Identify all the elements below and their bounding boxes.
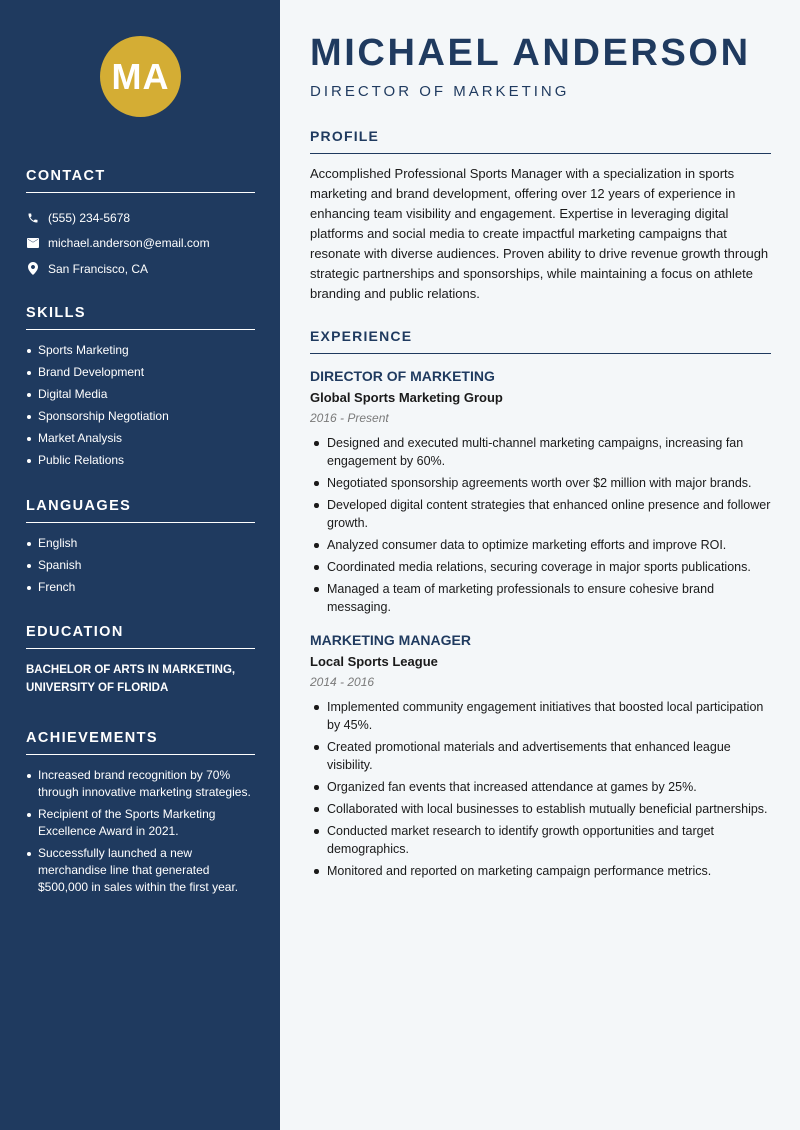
languages-heading: LANGUAGES (26, 498, 255, 523)
contact-section (26, 168, 255, 282)
job-bullet: Conducted market research to identify growth opportunities and target demographics. (310, 822, 771, 858)
skills-list (26, 342, 255, 469)
skill-item: Public Relations (26, 452, 255, 469)
skills-section (26, 305, 255, 474)
job-company: Local Sports League (310, 654, 438, 669)
email-text: michael.anderson@email.com (48, 236, 210, 251)
languages-list (26, 535, 255, 596)
phone-icon (26, 211, 40, 225)
experience-heading: EXPERIENCE (310, 328, 771, 354)
job-dates: 2016 - Present (310, 411, 389, 425)
achievement-item: Recipient of the Sports Marketing Excellence Award in 2021. (26, 806, 255, 840)
profile-heading: PROFILE (310, 128, 771, 154)
job-dates: 2014 - 2016 (310, 675, 375, 689)
job-bullet: Monitored and reported on marketing campaign performance metrics. (310, 862, 771, 880)
profile-section (310, 128, 771, 304)
languages-section (26, 498, 255, 601)
phone-text: (555) 234-5678 (48, 210, 131, 225)
education-heading: EDUCATION (26, 624, 255, 649)
job-bullet: Designed and executed multi-channel marketing campaigns, increasing fan engagement by 60%. (310, 434, 771, 470)
sidebar (0, 0, 280, 1130)
job-bullet: Negotiated sponsorship agreements worth over $2 million with major brands. (310, 474, 771, 492)
candidate-title: DIRECTOR OF MARKETING (310, 83, 570, 100)
contact-phone (26, 205, 255, 231)
job-role: DIRECTOR OF MARKETING (310, 368, 495, 384)
skill-item: Brand Development (26, 364, 255, 381)
job-bullet: Organized fan events that increased attendance at games by 25%. (310, 778, 771, 796)
candidate-name: MICHAEL ANDERSON (310, 32, 751, 74)
education-degree: BACHELOR OF ARTS IN MARKETING, UNIVERSITY OF FLORIDA (26, 664, 236, 694)
job-entry (310, 632, 771, 880)
job-entry (310, 368, 771, 616)
job-bullet: Developed digital content strategies that enhanced online presence and follower growth. (310, 496, 771, 532)
skill-item: Market Analysis (26, 430, 255, 447)
job-bullet: Implemented community engagement initiatives that boosted local participation by 45%. (310, 698, 771, 734)
job-company: Global Sports Marketing Group (310, 390, 503, 405)
skill-item: Digital Media (26, 386, 255, 403)
job-bullet: Collaborated with local businesses to establish mutually beneficial partnerships. (310, 800, 771, 818)
job-bullet: Coordinated media relations, securing coverage in major sports publications. (310, 558, 771, 576)
job-bullet: Analyzed consumer data to optimize marketing efforts and improve ROI. (310, 536, 771, 554)
language-item: English (26, 535, 255, 552)
job-bullet: Managed a team of marketing professionals to ensure cohesive brand messaging. (310, 580, 771, 616)
achievements-heading: ACHIEVEMENTS (26, 730, 255, 755)
achievements-list (26, 767, 255, 896)
job-bullets (310, 698, 771, 880)
experience-section (310, 328, 771, 884)
skills-heading: SKILLS (26, 305, 255, 330)
language-item: French (26, 579, 255, 596)
job-bullet: Created promotional materials and advertisements that enhanced league visibility. (310, 738, 771, 774)
skill-item: Sponsorship Negotiation (26, 408, 255, 425)
achievement-item: Increased brand recognition by 70% through innovative marketing strategies. (26, 767, 255, 801)
achievement-item: Successfully launched a new merchandise line that generated $500,000 in sales within the first year. (26, 845, 255, 896)
job-bullets (310, 434, 771, 616)
language-item: Spanish (26, 557, 255, 574)
skill-item: Sports Marketing (26, 342, 255, 359)
education-section (26, 624, 255, 697)
location-text: San Francisco, CA (48, 261, 149, 276)
contact-heading: CONTACT (26, 168, 255, 193)
location-pin-icon (26, 262, 40, 276)
email-icon (26, 236, 40, 250)
profile-text: Accomplished Professional Sports Manager with a specialization in sports marketing and brand development, offering over 12 years of experience in enhancing team visibility and engagement. Expertise in leveraging digital platforms and social media to create impactful marketing campaigns that resonate with diverse audiences. Proven ability to drive revenue growth through strategic partnerships and sponsorships, while maintaining a focus on athlete branding and public relations. (310, 166, 769, 301)
contact-email (26, 231, 255, 257)
contact-location (26, 256, 255, 282)
avatar: MA (100, 36, 181, 117)
job-role: MARKETING MANAGER (310, 632, 471, 648)
achievements-section (26, 730, 255, 901)
